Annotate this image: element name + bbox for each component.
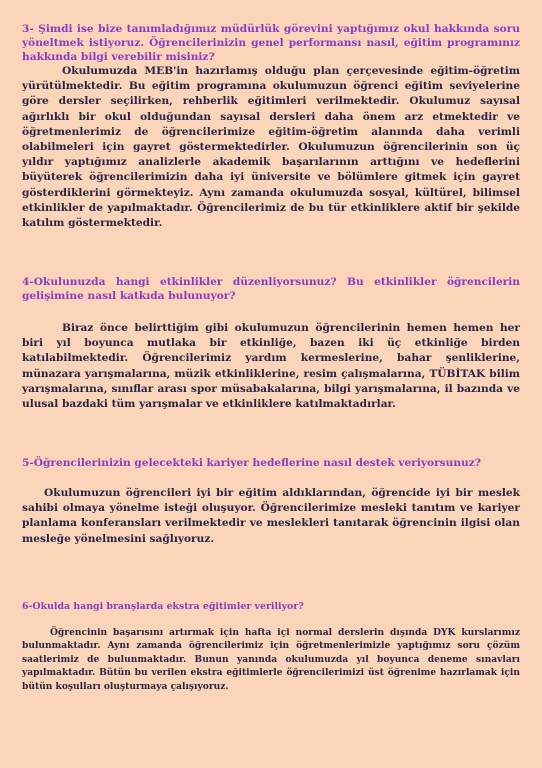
question-5: 5-Öğrencilerinizin gelecekteki kariyer hedeflerine nasıl destek veriyorsunuz? <box>22 457 481 469</box>
section-6-answer <box>22 626 520 693</box>
answer-4: Biraz önce belirttiğim gibi okulumuzun öğrencilerinin hemen hemen her biri yıl boyunca mutlaka bir etkinliğe, bazen iki üç etkinliğe birden katılabilmektedir. Öğrencilerimiz yardım kermeslerine, bahar şenliklerine, münazara yarışmalarına, müzik etkinliklerine, resim çalışmalarına, TÜBİTAK bilim yarışmalarına, sınıflar arası spor müsabakalarına, bilgi yarışmalarına, il bazında ve ulusal bazdaki tüm yarışmalar ve etkinliklere katılmaktadırlar. <box>22 322 520 411</box>
section-6 <box>22 600 520 614</box>
section-4-answer <box>22 321 520 412</box>
section-5-answer <box>22 486 520 547</box>
answer-5: Okulumuzun öğrencileri iyi bir eğitim aldıklarından, öğrencide iyi bir meslek sahibi olmaya yönelme isteği oluşuyor. Öğrencilerimize mesleki tanıtım ve kariyer planlama konferansları verilmektedir ve meslekleri tanıtarak öğrencinin ilgisi olan mesleğe yönelmesini sağlıyoruz. <box>22 487 520 545</box>
question-4: 4-Okulunuzda hangi etkinlikler düzenliyorsunuz? Bu etkinlikler öğrencilerin gelişimine nasıl katkıda bulunuyor? <box>22 276 520 302</box>
section-5 <box>22 456 520 470</box>
answer-3: Okulumuzda MEB'in hazırlamış olduğu plan çerçevesinde eğitim-öğretim yürütülmektedir. Bu eğitim programına okulumuzun öğrenci eğitim seviyelerine göre dersler seçilirken, rehberlik eğitimleri verilmektedir. Okulumuz sayısal ağırlıklı bir okul olduğundan sayısal dersleri daha önem arz etmektedir ve öğretmenlerimiz de öğrencilerimize eğitim-öğretim alanında daha verimli olabilmeleri için gayret göstermektedirler. Okulumuzun öğrencilerinin son üç yıldır yaptığımız analizlerle akademik başarılarının arttığını ve hedeflerini büyüterek öğrencilerimizin daha iyi üniversite ve bölümlere gitmek için gayret gösterdiklerini görmekteyiz. Aynı zamanda okulumuzda sosyal, kültürel, bilimsel etkinlikler de yapılmaktadır. Öğrencilerimiz de bu tür etkinliklere aktif bir şekilde katılım göstermektedir. <box>22 65 520 230</box>
question-6: 6-Okulda hangi branşlarda ekstra eğitimler veriliyor? <box>22 601 304 612</box>
section-4 <box>22 275 520 303</box>
answer-6: Öğrencinin başarısını artırmak için hafta içi normal derslerin dışında DYK kurslarımız bulunmaktadır. Aynı zamanda öğrencilerimiz için öğretmenlerimizle yaptığımız soru çözüm saatlerimiz de bulunmaktadır. Bunun yanında okulumuzda yıl boyunca deneme sınavları yapılmaktadır. Bütün bu verilen ekstra eğitimlerle öğrencilerimizi üst öğrenime hazırlamak için bütün koşulları oluşturmaya çalışıyoruz. <box>22 627 520 692</box>
section-3 <box>22 22 520 231</box>
question-3: 3- Şimdi ise bize tanımladığımız müdürlük görevini yaptığımız okul hakkında soru yöneltmek istiyoruz. Öğrencilerinizin genel performansı nasıl, eğitim programınız hakkında bilgi verebilir misiniz? <box>22 23 520 63</box>
